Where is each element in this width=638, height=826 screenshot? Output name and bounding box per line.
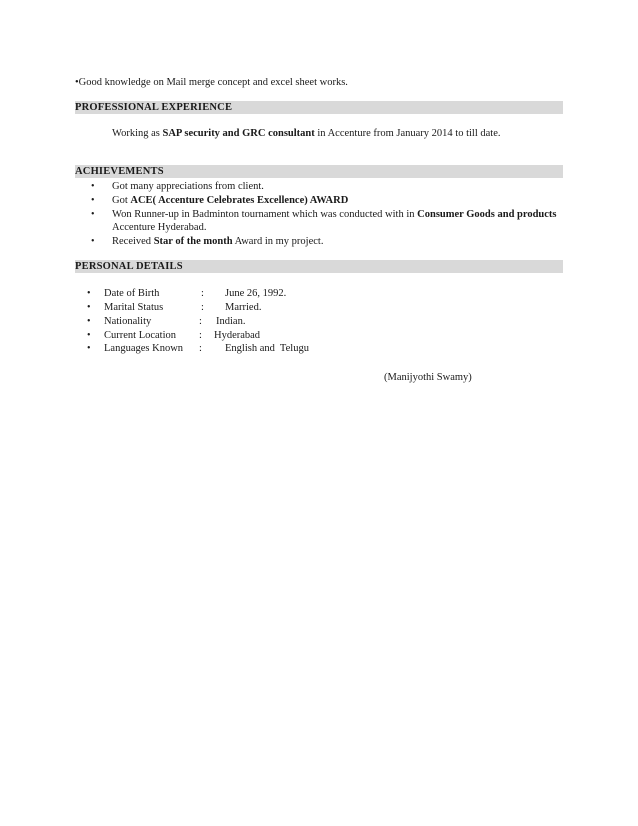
detail-value-languages-known: English and Telugu <box>225 343 309 354</box>
detail-label-marital-status: Marital Status <box>104 302 164 313</box>
detail-label-nationality: Nationality <box>104 316 152 327</box>
detail-bullet: • <box>87 330 91 341</box>
detail-value-dob: June 26, 1992. <box>225 288 287 299</box>
achievement-bullet: • <box>91 209 95 220</box>
professional-experience-heading: PROFESSIONAL EXPERIENCE <box>75 102 233 113</box>
achievement-item-2: Got ACE( Accenture Celebrates Excellence) AWARD <box>112 195 349 206</box>
detail-separator: : <box>201 288 204 299</box>
professional-experience-heading-bar <box>75 101 563 114</box>
achievement-item-4: Received Star of the month Award in my project. <box>112 236 324 247</box>
detail-label-current-location: Current Location <box>104 330 177 341</box>
achievement-item-3: Won Runner-up in Badminton tournament which was conducted with in Consumer Goods and products <box>112 209 557 220</box>
achievement-bullet: • <box>91 236 95 247</box>
detail-bullet: • <box>87 288 91 299</box>
detail-bullet: • <box>87 316 91 327</box>
detail-separator: : <box>199 343 202 354</box>
detail-bullet: • <box>87 343 91 354</box>
personal-details-heading-bar <box>75 260 563 273</box>
achievement-item-1: Got many appreciations from client. <box>112 181 264 192</box>
detail-value-marital-status: Married. <box>225 302 262 313</box>
detail-separator: : <box>199 316 202 327</box>
personal-details-heading: PERSONAL DETAILS <box>75 261 183 272</box>
experience-suffix: in Accenture from January 2014 to till date. <box>314 128 501 139</box>
experience-line <box>112 128 501 139</box>
experience-prefix: Working as <box>112 128 163 139</box>
detail-label-dob: Date of Birth <box>104 288 160 299</box>
experience-role: SAP security and GRC consultant <box>162 128 315 139</box>
achievement-item-3-continuation: Accenture Hyderabad. <box>112 222 207 233</box>
detail-value-current-location: Hyderabad <box>214 330 261 341</box>
signature-name: (Manijyothi Swamy) <box>384 372 472 383</box>
detail-label-languages-known: Languages Known <box>104 343 184 354</box>
achievement-bullet: • <box>91 181 95 192</box>
detail-separator: : <box>201 302 204 313</box>
detail-value-nationality: Indian. <box>216 316 246 327</box>
achievements-heading: ACHIEVEMENTS <box>75 166 164 177</box>
detail-bullet: • <box>87 302 91 313</box>
achievement-bullet: • <box>91 195 95 206</box>
detail-separator: : <box>199 330 202 341</box>
mail-merge-line: •Good knowledge on Mail merge concept and excel sheet works. <box>75 77 348 88</box>
achievements-heading-bar <box>75 165 563 178</box>
